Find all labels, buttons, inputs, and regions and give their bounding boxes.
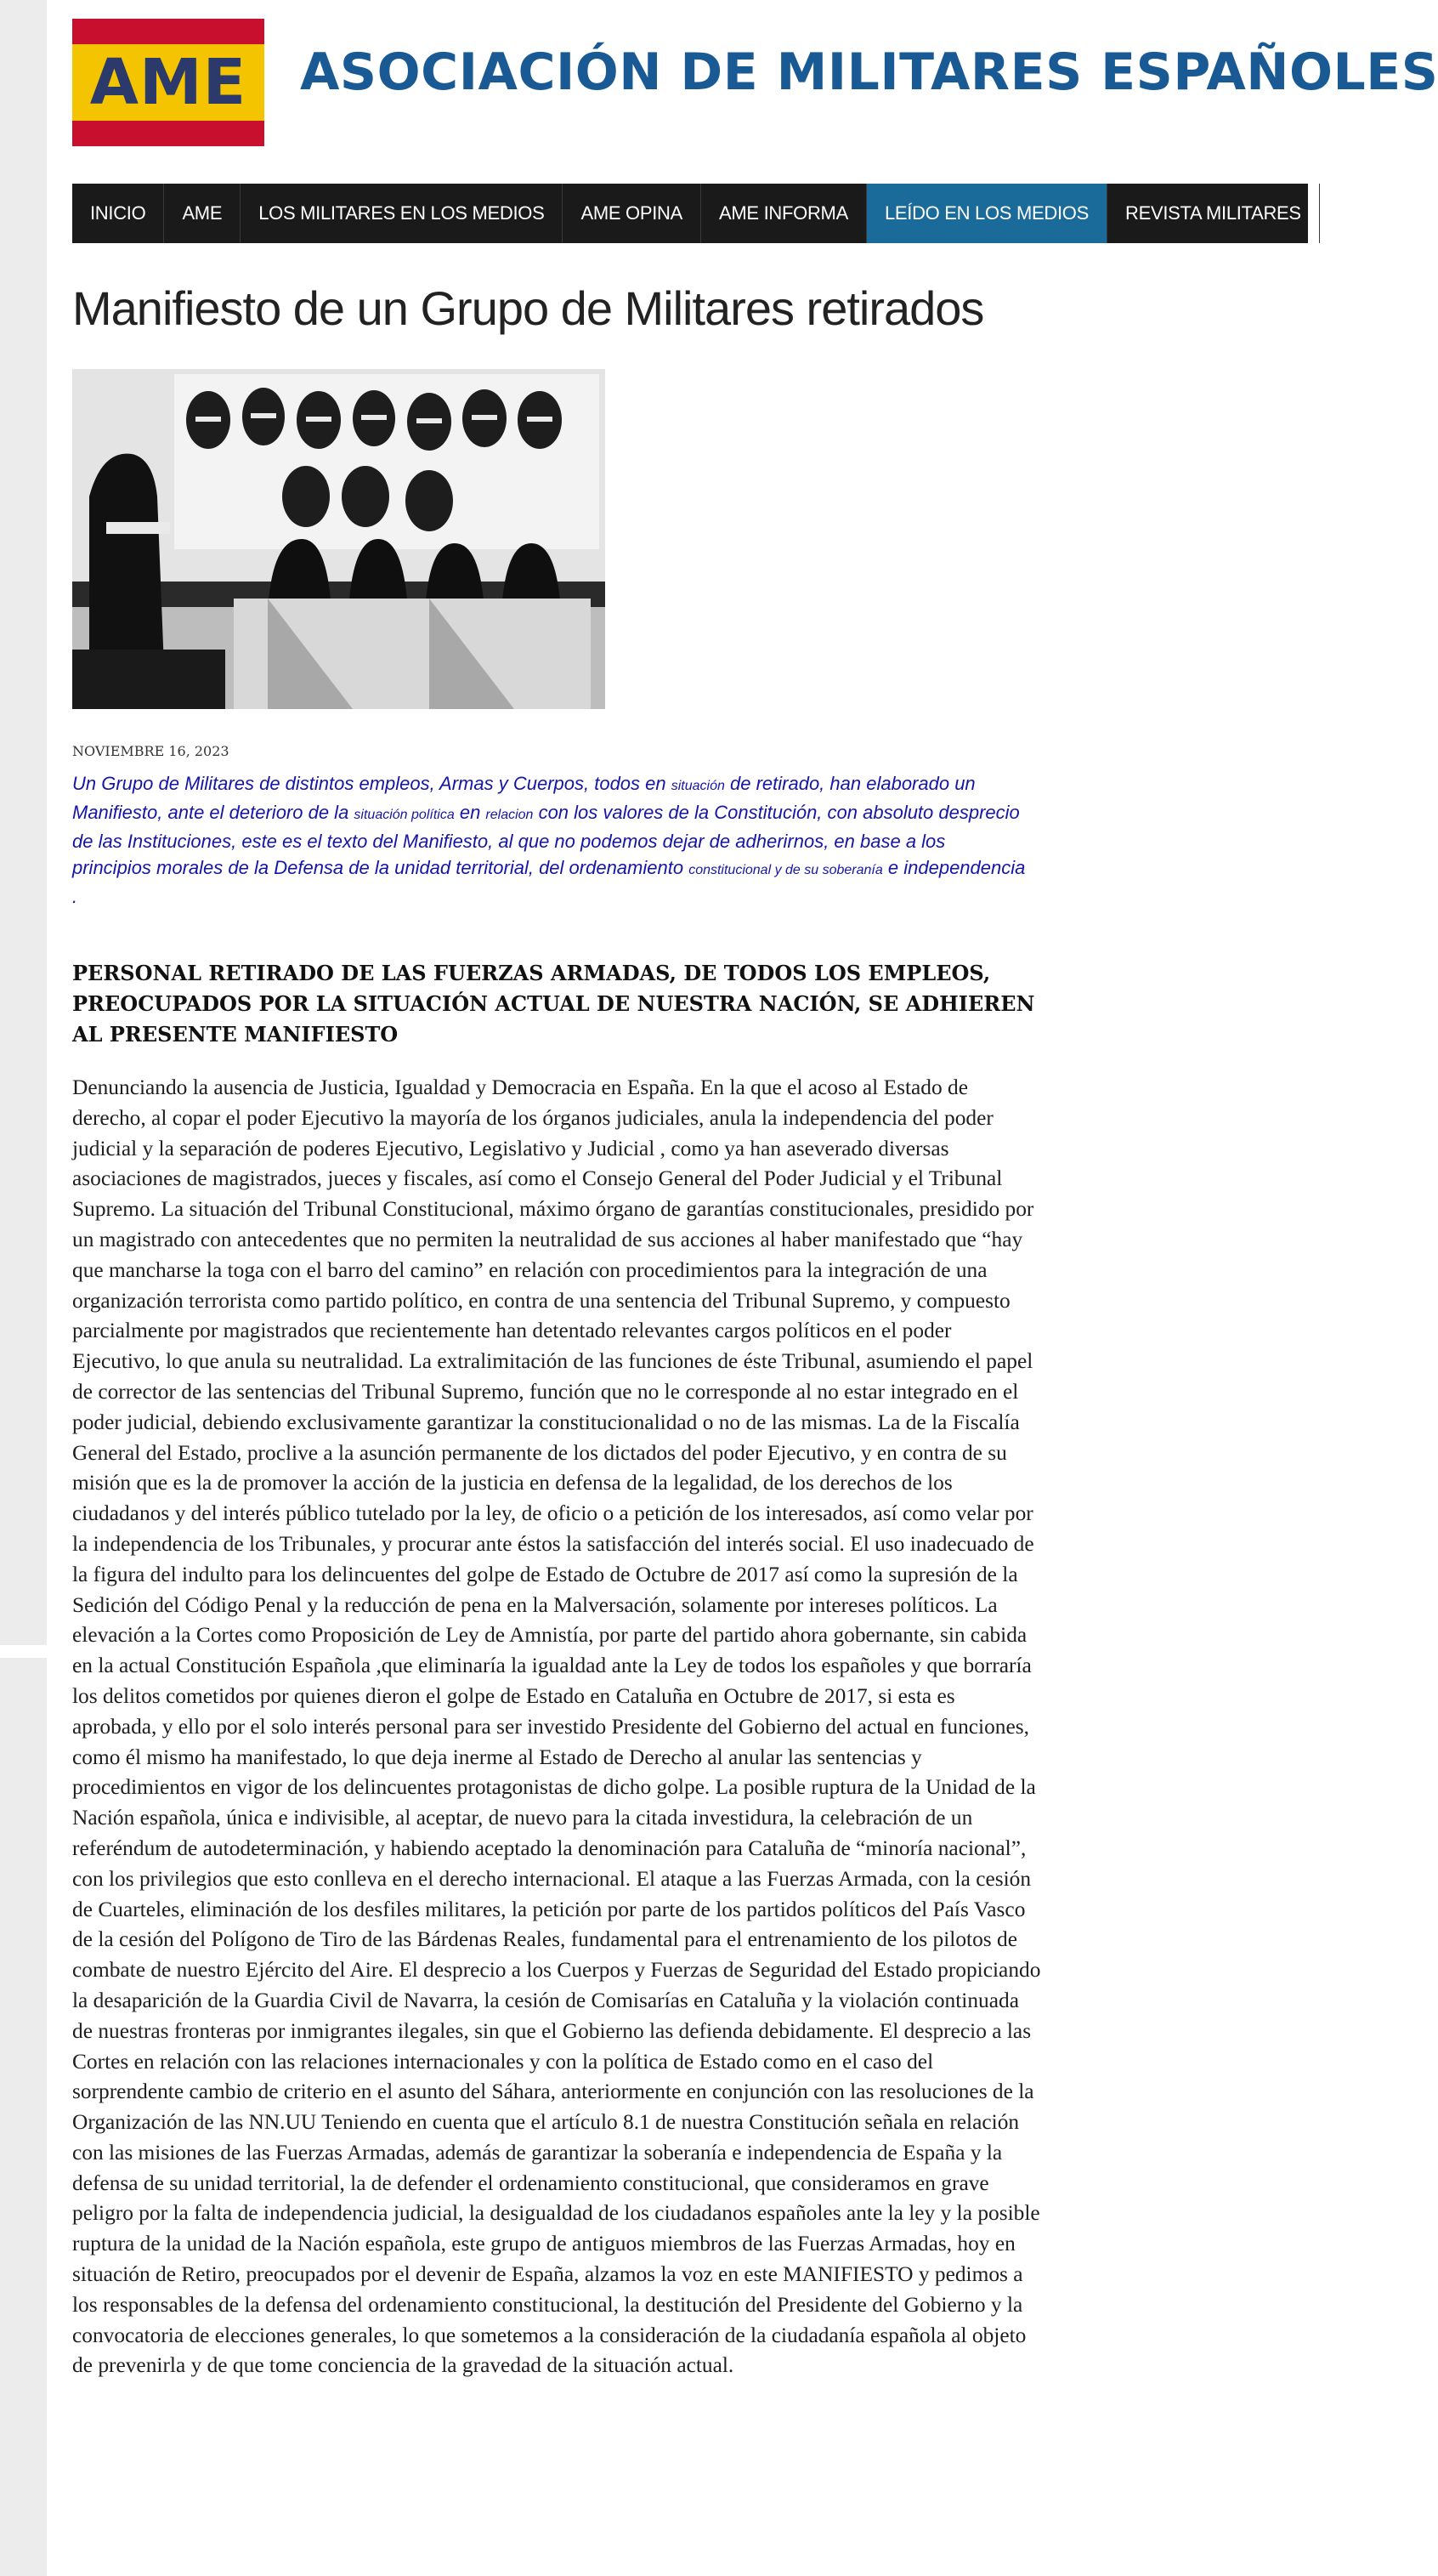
manifesto-heading: PERSONAL RETIRADO DE LAS FUERZAS ARMADAS, DE TODOS LOS EMPLEOS, PREOCUPADOS POR LA SITUACIÓN ACTUAL DE NUESTRA NACIÓN, SE ADHIEREN AL PRESENTE MANIFIESTO <box>72 961 1035 1047</box>
nav-item-leido-medios[interactable]: LEÍDO EN LOS MEDIOS <box>867 184 1107 243</box>
featured-image <box>72 369 605 709</box>
lead-text: e independencia . <box>72 857 1026 907</box>
post-date: NOVIEMBRE 16, 2023 <box>72 743 229 759</box>
lead-text-small: relacion <box>485 808 534 822</box>
left-margin-strip <box>0 1658 47 2576</box>
nav-item-revista-militares[interactable]: REVISTA MILITARES <box>1107 184 1320 243</box>
post-title: Manifiesto de un Grupo de Militares retirados <box>72 281 984 335</box>
nav-item-ame-informa[interactable]: AME INFORMA <box>701 184 867 243</box>
nav-item-ame-opina[interactable]: AME OPINA <box>563 184 701 243</box>
lead-text-small: situación <box>671 779 725 793</box>
post-lead <box>72 770 1028 910</box>
nav-item-militares-medios[interactable]: LOS MILITARES EN LOS MEDIOS <box>241 184 563 243</box>
nav-item-ame[interactable]: AME <box>164 184 241 243</box>
lead-text: en <box>454 802 486 823</box>
site-logo[interactable] <box>72 19 264 146</box>
site-title[interactable]: ASOCIACIÓN DE MILITARES ESPAÑOLES <box>300 43 1438 102</box>
logo-text: AME <box>89 46 247 119</box>
lead-text: Un Grupo de Militares de distintos empleos, Armas y Cuerpos, todos en <box>72 773 671 794</box>
lead-text: de retirado, han elaborado un Manifiesto, ante el deterioro de la <box>72 773 976 823</box>
manifesto-body: Denunciando la ausencia de Justicia, Igualdad y Democracia en España. En la que el acoso al Estado de derecho, al copar el poder Ejecutivo la mayoría de los órganos judiciales, anula la independencia del poder judicial y la separación de poderes Ejecutivo, Legislativo y Judicial , como ya han aseverado diversas asociaciones de magistrados, jueces y fiscales, así como el Consejo General del Poder Judicial y el Tribunal Supremo. La situación del Tribunal Constitucional, máximo órgano de garantías constitucionales, presidido por un magistrado con antecedentes que no permiten la neutralidad de sus acciones al haber manifestado que “hay que mancharse la toga con el barro del camino” en relación con procedimientos para la integración de una organización terrorista como partido político, en contra de una sentencia del Tribunal Supremo, y compuesto parcialmente por magistrados que recientemente han detentado relevantes cargos políticos en el poder Ejecutivo, lo que anula su neutralidad. La extralimitación de las funciones de éste Tribunal, asumiendo el papel de corrector de las sentencias del Tribunal Supremo, función que no le corresponde al no estar integrado en el poder judicial, debiendo exclusivamente garantizar la constitucionalidad o no de las mismas. La de la Fiscalía General del Estado, proclive a la asunción permanente de los dictados del poder Ejecutivo, y en contra de su misión que es la de promover la acción de la justicia en defensa de la legalidad, de los derechos de los ciudadanos y del interés público tutelado por la ley, de oficio o a petición de los interesados, así como velar por la independencia de los Tribunales, y procurar ante éstos la satisfacción del interés social. El uso inadecuado de la figura del indulto para los delincuentes del golpe de Estado de Octubre de 2017 así como la supresión de la Sedición del Código Penal y la reducción de pena en la Malversación, solamente por intereses políticos. La elevación a la Cortes como Proposición de Ley de Amnistía, por parte del partido ahora gobernante, sin cabida en la actual Constitución Española ,que eliminaría la igualdad ante la Ley de todos los españoles y que borraría los delitos cometidos por quienes dieron el golpe de Estado en Cataluña en Octubre de 2017, si esta es aprobada, y ello por el solo interés personal para ser investido Presidente del Gobierno del actual en funciones, como él mismo ha manifestado, lo que deja inerme al Estado de Derecho al anular las sentencias y procedimientos en vigor de los delincuentes protagonistas de dicho golpe. La posible ruptura de la Unidad de la Nación española, única e indivisible, al aceptar, de nuevo para la citada investidura, la celebración de un referéndum de autodeterminación, y habiendo aceptado la denominación para Cataluña de “minoría nacional”, con los privilegios que esto conlleva en el derecho internacional. El ataque a las Fuerzas Armada, con la cesión de Cuarteles, eliminación de los desfiles militares, la petición por parte de los partidos políticos del País Vasco de la cesión del Polígono de Tiro de las Bárdenas Reales, fundamental para el entrenamiento de los pilotos de combate de nuestro Ejército del Aire. El desprecio a los Cuerpos y Fuerzas de Seguridad del Estado propiciando la desaparición de la Guardia Civil de Navarra, la cesión de Comisarías en Cataluña y la violación continuada de nuestras fronteras por inmigrantes ilegales, sin que el Gobierno las defienda debidamente. El desprecio a las Cortes en relación con las relaciones internacionales y con la política de Estado como en el caso del sorprendente cambio de criterio en el asunto del Sáhara, anteriormente en conjunción con las resoluciones de la Organización de las NN.UU Teniendo en cuenta que el artículo 8.1 de nuestra Constitución señala en relación con las misiones de las Fuerzas Armadas, además de garantizar la soberanía e independencia de España y la defensa de su unidad territorial, la de defender el ordenamiento constitucional, que consideramos en grave peligro por la falta de independencia judicial, la desigualdad de los ciudadanos españoles ante la ley y la posible ruptura de la unidad de la Nación española, este grupo de antiguos miembros de las Fuerzas Armadas, hoy en situación de Retiro, preocupados por el devenir de España, alzamos la voz en este MANIFIESTO y pedimos a los responsables de la defensa del ordenamiento constitucional, la destitución del Presidente del Gobierno y la convocatoria de elecciones generales, lo que sometemos a la consideración de la ciudadanía española al objeto de prevenirla y de que tome conciencia de la gravedad de la situación actual. <box>72 1075 1041 2378</box>
site-header <box>72 19 1438 150</box>
lead-text-small: situación política <box>354 808 455 822</box>
main-nav <box>72 184 1308 243</box>
nav-item-inicio[interactable]: INICIO <box>72 184 164 243</box>
logo-red-band <box>72 19 264 44</box>
lead-text-small: constitucional y de su soberanía <box>688 863 883 877</box>
logo-red-band <box>72 121 264 146</box>
left-margin-strip <box>0 0 47 1645</box>
lead-text: con los valores de la Constitución, con absoluto desprecio de las Instituciones, este es el texto del Manifiesto, al que no podemos dejar de adherirnos, en base a los principios morales de la Defensa de la unidad territorial, del ordenamiento <box>72 802 1020 878</box>
